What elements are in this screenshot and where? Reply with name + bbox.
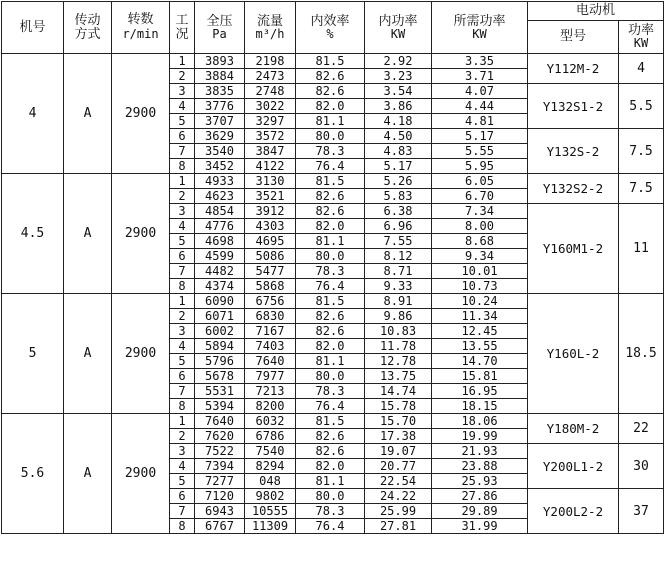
efficiency-cell: 78.3 [296, 384, 365, 399]
inner-power-cell: 12.78 [365, 354, 432, 369]
efficiency-cell: 81.1 [296, 114, 365, 129]
efficiency-cell: 81.5 [296, 294, 365, 309]
condition-cell: 3 [170, 84, 195, 99]
required-power-cell: 4.07 [432, 84, 528, 99]
efficiency-cell: 82.6 [296, 309, 365, 324]
condition-cell: 1 [170, 414, 195, 429]
header-motor-power: 功率 KW [619, 21, 664, 54]
pressure-cell: 4374 [195, 279, 245, 294]
required-power-cell: 29.89 [432, 504, 528, 519]
header-pressure: 全压 Pa [195, 2, 245, 54]
motor-power-cell: 7.5 [619, 174, 664, 204]
efficiency-cell: 82.0 [296, 219, 365, 234]
pressure-cell: 6943 [195, 504, 245, 519]
required-power-cell: 4.44 [432, 99, 528, 114]
header-flow: 流量 m³/h [245, 2, 296, 54]
required-power-cell: 10.24 [432, 294, 528, 309]
flow-cell: 6756 [245, 294, 296, 309]
motor-model-cell: Y180M-2 [528, 414, 619, 444]
condition-cell: 1 [170, 54, 195, 69]
required-power-cell: 8.00 [432, 219, 528, 234]
pressure-cell: 7640 [195, 414, 245, 429]
flow-cell: 3022 [245, 99, 296, 114]
efficiency-cell: 81.1 [296, 474, 365, 489]
pressure-cell: 4698 [195, 234, 245, 249]
inner-power-cell: 15.70 [365, 414, 432, 429]
flow-cell: 2473 [245, 69, 296, 84]
pressure-cell: 5894 [195, 339, 245, 354]
pressure-cell: 3629 [195, 129, 245, 144]
header-drive: 传动 方式 [64, 2, 112, 54]
condition-cell: 4 [170, 339, 195, 354]
flow-cell: 5086 [245, 249, 296, 264]
flow-cell: 3521 [245, 189, 296, 204]
inner-power-cell: 5.26 [365, 174, 432, 189]
efficiency-cell: 82.6 [296, 189, 365, 204]
inner-power-cell: 6.96 [365, 219, 432, 234]
pressure-cell: 4933 [195, 174, 245, 189]
pressure-cell: 7120 [195, 489, 245, 504]
inner-power-cell: 20.77 [365, 459, 432, 474]
fan-performance-table [1, 1, 664, 534]
efficiency-cell: 76.4 [296, 279, 365, 294]
pressure-cell: 3452 [195, 159, 245, 174]
condition-cell: 7 [170, 384, 195, 399]
efficiency-cell: 80.0 [296, 369, 365, 384]
header-efficiency: 内效率 % [296, 2, 365, 54]
efficiency-cell: 80.0 [296, 249, 365, 264]
condition-cell: 5 [170, 114, 195, 129]
efficiency-cell: 82.0 [296, 339, 365, 354]
drive-cell: A [64, 174, 112, 294]
speed-cell: 2900 [112, 174, 170, 294]
efficiency-cell: 78.3 [296, 144, 365, 159]
efficiency-cell: 80.0 [296, 489, 365, 504]
condition-cell: 6 [170, 249, 195, 264]
header-condition: 工 况 [170, 2, 195, 54]
flow-cell: 3912 [245, 204, 296, 219]
required-power-cell: 3.71 [432, 69, 528, 84]
speed-cell: 2900 [112, 54, 170, 174]
condition-cell: 3 [170, 444, 195, 459]
inner-power-cell: 19.07 [365, 444, 432, 459]
motor-power-cell: 7.5 [619, 129, 664, 174]
flow-cell: 7403 [245, 339, 296, 354]
condition-cell: 5 [170, 354, 195, 369]
required-power-cell: 9.34 [432, 249, 528, 264]
header-required-power: 所需功率 KW [432, 2, 528, 54]
required-power-cell: 18.15 [432, 399, 528, 414]
condition-cell: 8 [170, 399, 195, 414]
fan-no-cell: 4 [2, 54, 64, 174]
flow-cell: 3130 [245, 174, 296, 189]
required-power-cell: 6.05 [432, 174, 528, 189]
flow-cell: 4303 [245, 219, 296, 234]
flow-cell: 7167 [245, 324, 296, 339]
motor-power-cell: 22 [619, 414, 664, 444]
flow-cell: 3297 [245, 114, 296, 129]
flow-cell: 7213 [245, 384, 296, 399]
required-power-cell: 27.86 [432, 489, 528, 504]
efficiency-cell: 81.1 [296, 354, 365, 369]
required-power-cell: 16.95 [432, 384, 528, 399]
required-power-cell: 15.81 [432, 369, 528, 384]
condition-cell: 4 [170, 459, 195, 474]
condition-cell: 3 [170, 324, 195, 339]
flow-cell: 11309 [245, 519, 296, 534]
flow-cell: 5868 [245, 279, 296, 294]
flow-cell: 6830 [245, 309, 296, 324]
drive-cell: A [64, 294, 112, 414]
efficiency-cell: 78.3 [296, 264, 365, 279]
pressure-cell: 4623 [195, 189, 245, 204]
condition-cell: 2 [170, 309, 195, 324]
flow-cell: 2198 [245, 54, 296, 69]
header-speed: 转数 r/min [112, 2, 170, 54]
flow-cell: 7640 [245, 354, 296, 369]
motor-power-cell: 4 [619, 54, 664, 84]
inner-power-cell: 15.78 [365, 399, 432, 414]
efficiency-cell: 82.6 [296, 429, 365, 444]
required-power-cell: 8.68 [432, 234, 528, 249]
condition-cell: 5 [170, 474, 195, 489]
drive-cell: A [64, 414, 112, 534]
inner-power-cell: 4.18 [365, 114, 432, 129]
condition-cell: 7 [170, 264, 195, 279]
pressure-cell: 5531 [195, 384, 245, 399]
flow-cell: 9802 [245, 489, 296, 504]
condition-cell: 1 [170, 294, 195, 309]
inner-power-cell: 6.38 [365, 204, 432, 219]
flow-cell: 10555 [245, 504, 296, 519]
condition-cell: 3 [170, 204, 195, 219]
required-power-cell: 21.93 [432, 444, 528, 459]
efficiency-cell: 81.5 [296, 414, 365, 429]
inner-power-cell: 5.17 [365, 159, 432, 174]
condition-cell: 7 [170, 504, 195, 519]
required-power-cell: 7.34 [432, 204, 528, 219]
flow-cell: 8200 [245, 399, 296, 414]
header-inner-power: 内功率 KW [365, 2, 432, 54]
inner-power-cell: 14.74 [365, 384, 432, 399]
inner-power-cell: 13.75 [365, 369, 432, 384]
motor-model-cell: Y160L-2 [528, 294, 619, 414]
efficiency-cell: 82.6 [296, 324, 365, 339]
fan-no-cell: 5 [2, 294, 64, 414]
flow-cell: 4695 [245, 234, 296, 249]
pressure-cell: 4482 [195, 264, 245, 279]
drive-cell: A [64, 54, 112, 174]
speed-cell: 2900 [112, 294, 170, 414]
required-power-cell: 12.45 [432, 324, 528, 339]
table-row [2, 294, 664, 309]
pressure-cell: 6002 [195, 324, 245, 339]
condition-cell: 8 [170, 279, 195, 294]
motor-power-cell: 11 [619, 204, 664, 294]
efficiency-cell: 82.6 [296, 204, 365, 219]
pressure-cell: 5394 [195, 399, 245, 414]
required-power-cell: 14.70 [432, 354, 528, 369]
inner-power-cell: 4.50 [365, 129, 432, 144]
pressure-cell: 7522 [195, 444, 245, 459]
inner-power-cell: 9.86 [365, 309, 432, 324]
pressure-cell: 3776 [195, 99, 245, 114]
pressure-cell: 4599 [195, 249, 245, 264]
inner-power-cell: 24.22 [365, 489, 432, 504]
flow-cell: 6032 [245, 414, 296, 429]
pressure-cell: 3893 [195, 54, 245, 69]
flow-cell: 7540 [245, 444, 296, 459]
required-power-cell: 5.17 [432, 129, 528, 144]
flow-cell: 5477 [245, 264, 296, 279]
pressure-cell: 7394 [195, 459, 245, 474]
motor-model-cell: Y132S2-2 [528, 174, 619, 204]
inner-power-cell: 25.99 [365, 504, 432, 519]
condition-cell: 1 [170, 174, 195, 189]
required-power-cell: 5.95 [432, 159, 528, 174]
inner-power-cell: 27.81 [365, 519, 432, 534]
flow-cell: 048 [245, 474, 296, 489]
flow-cell: 6786 [245, 429, 296, 444]
inner-power-cell: 22.54 [365, 474, 432, 489]
efficiency-cell: 76.4 [296, 159, 365, 174]
pressure-cell: 7277 [195, 474, 245, 489]
table-row [2, 414, 664, 429]
efficiency-cell: 82.6 [296, 84, 365, 99]
motor-power-cell: 18.5 [619, 294, 664, 414]
inner-power-cell: 11.78 [365, 339, 432, 354]
speed-cell: 2900 [112, 414, 170, 534]
inner-power-cell: 3.86 [365, 99, 432, 114]
inner-power-cell: 4.83 [365, 144, 432, 159]
efficiency-cell: 82.6 [296, 444, 365, 459]
required-power-cell: 5.55 [432, 144, 528, 159]
efficiency-cell: 81.5 [296, 54, 365, 69]
header-fan-no: 机号 [2, 2, 64, 54]
motor-model-cell: Y160M1-2 [528, 204, 619, 294]
condition-cell: 6 [170, 129, 195, 144]
flow-cell: 4122 [245, 159, 296, 174]
inner-power-cell: 10.83 [365, 324, 432, 339]
inner-power-cell: 3.23 [365, 69, 432, 84]
required-power-cell: 19.99 [432, 429, 528, 444]
required-power-cell: 4.81 [432, 114, 528, 129]
required-power-cell: 3.35 [432, 54, 528, 69]
efficiency-cell: 81.5 [296, 174, 365, 189]
inner-power-cell: 8.91 [365, 294, 432, 309]
pressure-cell: 3707 [195, 114, 245, 129]
inner-power-cell: 17.38 [365, 429, 432, 444]
condition-cell: 7 [170, 144, 195, 159]
pressure-cell: 6767 [195, 519, 245, 534]
flow-cell: 2748 [245, 84, 296, 99]
efficiency-cell: 78.3 [296, 504, 365, 519]
motor-power-cell: 30 [619, 444, 664, 489]
pressure-cell: 7620 [195, 429, 245, 444]
efficiency-cell: 82.0 [296, 459, 365, 474]
pressure-cell: 3540 [195, 144, 245, 159]
condition-cell: 5 [170, 234, 195, 249]
flow-cell: 7977 [245, 369, 296, 384]
pressure-cell: 4776 [195, 219, 245, 234]
efficiency-cell: 80.0 [296, 129, 365, 144]
condition-cell: 6 [170, 369, 195, 384]
pressure-cell: 5678 [195, 369, 245, 384]
pressure-cell: 6090 [195, 294, 245, 309]
inner-power-cell: 3.54 [365, 84, 432, 99]
condition-cell: 4 [170, 219, 195, 234]
required-power-cell: 10.01 [432, 264, 528, 279]
required-power-cell: 13.55 [432, 339, 528, 354]
inner-power-cell: 2.92 [365, 54, 432, 69]
required-power-cell: 25.93 [432, 474, 528, 489]
table-row [2, 174, 664, 189]
fan-no-cell: 5.6 [2, 414, 64, 534]
motor-model-cell: Y200L1-2 [528, 444, 619, 489]
motor-model-cell: Y200L2-2 [528, 489, 619, 534]
inner-power-cell: 9.33 [365, 279, 432, 294]
condition-cell: 2 [170, 189, 195, 204]
required-power-cell: 6.70 [432, 189, 528, 204]
inner-power-cell: 5.83 [365, 189, 432, 204]
flow-cell: 3572 [245, 129, 296, 144]
motor-model-cell: Y112M-2 [528, 54, 619, 84]
efficiency-cell: 76.4 [296, 519, 365, 534]
header-motor-group: 电动机 [528, 2, 664, 21]
required-power-cell: 18.06 [432, 414, 528, 429]
flow-cell: 8294 [245, 459, 296, 474]
flow-cell: 3847 [245, 144, 296, 159]
inner-power-cell: 8.71 [365, 264, 432, 279]
motor-power-cell: 37 [619, 489, 664, 534]
condition-cell: 4 [170, 99, 195, 114]
motor-model-cell: Y132S1-2 [528, 84, 619, 129]
motor-power-cell: 5.5 [619, 84, 664, 129]
efficiency-cell: 81.1 [296, 234, 365, 249]
fan-no-cell: 4.5 [2, 174, 64, 294]
efficiency-cell: 76.4 [296, 399, 365, 414]
efficiency-cell: 82.0 [296, 99, 365, 114]
motor-model-cell: Y132S-2 [528, 129, 619, 174]
pressure-cell: 6071 [195, 309, 245, 324]
required-power-cell: 31.99 [432, 519, 528, 534]
required-power-cell: 11.34 [432, 309, 528, 324]
inner-power-cell: 8.12 [365, 249, 432, 264]
condition-cell: 8 [170, 519, 195, 534]
efficiency-cell: 82.6 [296, 69, 365, 84]
condition-cell: 6 [170, 489, 195, 504]
header-motor-model: 型号 [528, 21, 619, 54]
table-row [2, 54, 664, 69]
required-power-cell: 23.88 [432, 459, 528, 474]
required-power-cell: 10.73 [432, 279, 528, 294]
inner-power-cell: 7.55 [365, 234, 432, 249]
condition-cell: 8 [170, 159, 195, 174]
condition-cell: 2 [170, 69, 195, 84]
pressure-cell: 4854 [195, 204, 245, 219]
pressure-cell: 3884 [195, 69, 245, 84]
pressure-cell: 3835 [195, 84, 245, 99]
pressure-cell: 5796 [195, 354, 245, 369]
condition-cell: 2 [170, 429, 195, 444]
table-body [2, 54, 664, 534]
